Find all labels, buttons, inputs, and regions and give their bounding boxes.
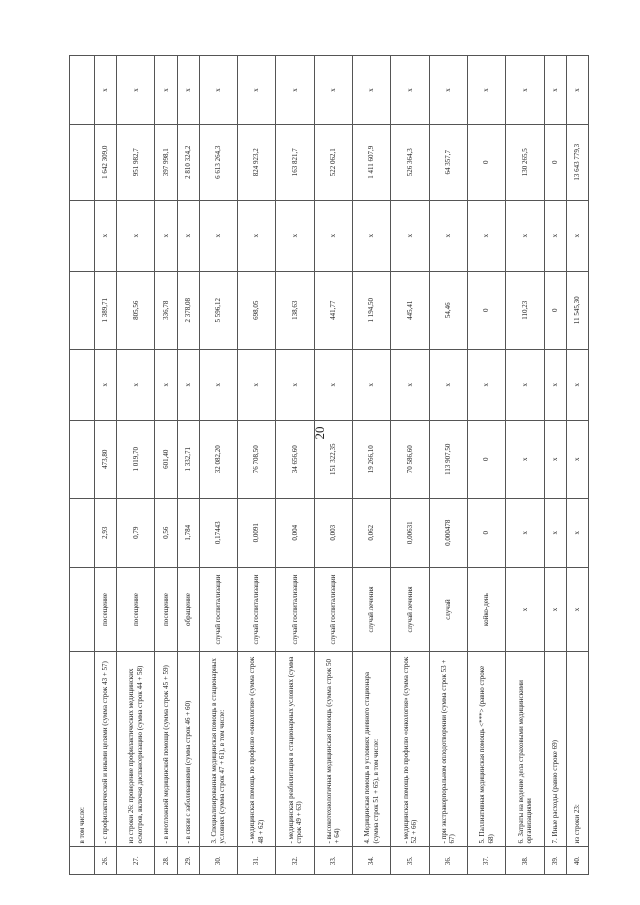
row-label: 4. Медицинская помощь в условиях дневного стационара (сумма строк 51 + 65), в том числе: — [352, 652, 390, 847]
row-col9: x — [199, 56, 237, 125]
row-col9: x — [95, 56, 117, 125]
row-label: из строки 23: — [566, 652, 588, 847]
row-cost: 0 — [467, 420, 505, 498]
row-unit: случай госпитализации — [314, 567, 352, 652]
row-cost: 32 082,20 — [199, 420, 237, 498]
row-col5: x — [544, 349, 566, 420]
row-col5: x — [566, 349, 588, 420]
row-col7: x — [506, 200, 544, 271]
row-number: 39. — [544, 847, 566, 875]
row-number: 29. — [177, 847, 199, 875]
row-label: из строки 26: проведение профилактических медицинских осмотров, включая диспансеризацию (сумма строк 44 + 58) — [117, 652, 155, 847]
row-col7: x — [95, 200, 117, 271]
row-col9: x — [276, 56, 314, 125]
table-row — [544, 56, 566, 875]
row-total: 951 982,7 — [117, 124, 155, 200]
row-norm: 0,062 — [352, 498, 390, 567]
row-col5: x — [237, 349, 275, 420]
table-row — [352, 56, 390, 875]
row-number: 27. — [117, 847, 155, 875]
row-col6: 5 596,12 — [199, 271, 237, 349]
row-col9: x — [391, 56, 429, 125]
row-unit: посещение — [155, 567, 177, 652]
row-total: 0 — [467, 124, 505, 200]
table-row — [429, 56, 467, 875]
row-number: 40. — [566, 847, 588, 875]
table-header-row — [70, 56, 95, 875]
table-row — [467, 56, 505, 875]
page-number: 20 — [312, 426, 327, 440]
row-col9: x — [155, 56, 177, 125]
row-cost: 19 266,10 — [352, 420, 390, 498]
row-total: 6 613 264,3 — [199, 124, 237, 200]
row-norm: x — [506, 498, 544, 567]
table-row — [566, 56, 588, 875]
row-norm: 0,000478 — [429, 498, 467, 567]
row-col7: x — [544, 200, 566, 271]
row-col9: x — [429, 56, 467, 125]
row-col6: 2 378,08 — [177, 271, 199, 349]
row-norm: 1,784 — [177, 498, 199, 567]
row-col6: 336,78 — [155, 271, 177, 349]
row-col5: x — [177, 349, 199, 420]
table-row — [199, 56, 237, 875]
row-col7: x — [155, 200, 177, 271]
row-total: 522 062,1 — [314, 124, 352, 200]
row-col7: x — [276, 200, 314, 271]
row-unit: случай лечения — [391, 567, 429, 652]
row-label: - медицинская помощь по профилю «онкология» (сумма строк 52 + 66) — [391, 652, 429, 847]
row-col7: x — [177, 200, 199, 271]
row-col6: 1 194,50 — [352, 271, 390, 349]
row-col7: x — [566, 200, 588, 271]
row-col6: 0 — [467, 271, 505, 349]
table-row — [276, 56, 314, 875]
row-col5: x — [314, 349, 352, 420]
row-unit: x — [544, 567, 566, 652]
row-col6: 54,46 — [429, 271, 467, 349]
row-label: 3. Специализированная медицинская помощь в стационарных условиях (сумма строк 47 + 61), в том числе: — [199, 652, 237, 847]
row-total: 824 923,2 — [237, 124, 275, 200]
table-row — [95, 56, 117, 875]
row-label: 7. Иные расходы (равно строке 69) — [544, 652, 566, 847]
row-col6: 0 — [544, 271, 566, 349]
table-row — [117, 56, 155, 875]
row-col5: x — [506, 349, 544, 420]
row-col7: x — [429, 200, 467, 271]
row-col5: x — [95, 349, 117, 420]
row-col6: 1 389,71 — [95, 271, 117, 349]
row-total: 397 998,1 — [155, 124, 177, 200]
row-unit: посещение — [95, 567, 117, 652]
row-col5: x — [199, 349, 237, 420]
row-label: 5. Паллиативная медицинская помощь <***> (равно строке 68) — [467, 652, 505, 847]
row-total: 0 — [544, 124, 566, 200]
row-col9: x — [177, 56, 199, 125]
row-norm: 0,004 — [276, 498, 314, 567]
row-cost: 1 019,70 — [117, 420, 155, 498]
row-unit: посещение — [117, 567, 155, 652]
row-number: 32. — [276, 847, 314, 875]
row-cost: 70 586,60 — [391, 420, 429, 498]
table-row — [237, 56, 275, 875]
row-norm: 0,003 — [314, 498, 352, 567]
row-norm: 2,93 — [95, 498, 117, 567]
row-col5: x — [352, 349, 390, 420]
row-label: - в связи с заболеваниями (сумма строк 46 + 60) — [177, 652, 199, 847]
row-col9: x — [314, 56, 352, 125]
row-col6: 441,77 — [314, 271, 352, 349]
row-col7: x — [391, 200, 429, 271]
row-col7: x — [352, 200, 390, 271]
table-row — [177, 56, 199, 875]
row-total: 64 357,7 — [429, 124, 467, 200]
row-col9: x — [506, 56, 544, 125]
row-col6: 445,41 — [391, 271, 429, 349]
row-total: 13 643 779,3 — [566, 124, 588, 200]
row-unit: койко-день — [467, 567, 505, 652]
rotated-table-container — [69, 55, 589, 875]
row-col9: x — [544, 56, 566, 125]
row-cost: x — [544, 420, 566, 498]
row-col6: 11 545,30 — [566, 271, 588, 349]
row-col5: x — [467, 349, 505, 420]
table-row — [391, 56, 429, 875]
row-norm: 0,0091 — [237, 498, 275, 567]
row-number: 33. — [314, 847, 352, 875]
row-total: 163 821,7 — [276, 124, 314, 200]
row-cost: 76 708,50 — [237, 420, 275, 498]
row-number: 38. — [506, 847, 544, 875]
row-col6: 805,56 — [117, 271, 155, 349]
row-number: 30. — [199, 847, 237, 875]
row-col5: x — [391, 349, 429, 420]
row-number: 26. — [95, 847, 117, 875]
table-row — [314, 56, 352, 875]
row-col6: 698,05 — [237, 271, 275, 349]
row-col5: x — [429, 349, 467, 420]
row-number: 34. — [352, 847, 390, 875]
row-col9: x — [237, 56, 275, 125]
row-cost: 34 656,60 — [276, 420, 314, 498]
row-col6: 110,23 — [506, 271, 544, 349]
row-cost: x — [506, 420, 544, 498]
row-col7: x — [314, 200, 352, 271]
row-cost: 1 332,71 — [177, 420, 199, 498]
row-label: 6. Затраты на ведение дела страховыми медицинскими организациями — [506, 652, 544, 847]
row-number — [70, 847, 95, 875]
row-unit: случай — [429, 567, 467, 652]
row-label: - высокотехнологичная медицинская помощь (сумма строк 50 + 64) — [314, 652, 352, 847]
row-col5: x — [276, 349, 314, 420]
table-row — [506, 56, 544, 875]
row-total: 130 265,5 — [506, 124, 544, 200]
table-wrapper — [69, 55, 589, 875]
row-label: - в неотложной медицинской помощи (сумма строк 45 + 59) — [155, 652, 177, 847]
row-total: 2 810 324,2 — [177, 124, 199, 200]
row-label: - при экстракорпоральном оплодотворении (сумма строк 53 + 67) — [429, 652, 467, 847]
row-cost: 473,80 — [95, 420, 117, 498]
row-label: - медицинская реабилитация в стационарных условиях (сумма строк 49 + 63) — [276, 652, 314, 847]
row-cost: x — [566, 420, 588, 498]
row-unit: x — [506, 567, 544, 652]
row-label: - с профилактической и иными целями (сумма строк 43 + 57) — [95, 652, 117, 847]
row-col7: x — [199, 200, 237, 271]
row-col9: x — [117, 56, 155, 125]
row-col9: x — [566, 56, 588, 125]
row-number: 35. — [391, 847, 429, 875]
row-col5: x — [117, 349, 155, 420]
row-col7: x — [467, 200, 505, 271]
row-col9: x — [352, 56, 390, 125]
row-cost: 113 907,50 — [429, 420, 467, 498]
row-col6: 138,63 — [276, 271, 314, 349]
row-unit: обращение — [177, 567, 199, 652]
row-norm: 0,79 — [117, 498, 155, 567]
row-number: 37. — [467, 847, 505, 875]
row-number: 36. — [429, 847, 467, 875]
row-norm: x — [566, 498, 588, 567]
table-row — [155, 56, 177, 875]
row-norm: 0,17443 — [199, 498, 237, 567]
row-number: 28. — [155, 847, 177, 875]
row-unit: x — [566, 567, 588, 652]
row-cost: 151 322,35 — [314, 420, 352, 498]
row-unit: случай госпитализации — [276, 567, 314, 652]
row-unit: случай лечения — [352, 567, 390, 652]
row-label: в том числе: — [70, 652, 95, 847]
row-total: 1 411 607,9 — [352, 124, 390, 200]
row-norm: 0,00631 — [391, 498, 429, 567]
row-unit: случай госпитализации — [237, 567, 275, 652]
row-col9: x — [467, 56, 505, 125]
financing-table — [69, 55, 589, 875]
row-norm: x — [544, 498, 566, 567]
row-col5: x — [155, 349, 177, 420]
row-label: - медицинская помощь по профилю «онкология» (сумма строк 48 + 62) — [237, 652, 275, 847]
row-number: 31. — [237, 847, 275, 875]
row-col7: x — [237, 200, 275, 271]
row-norm: 0,56 — [155, 498, 177, 567]
row-total: 1 642 309,0 — [95, 124, 117, 200]
row-norm: 0 — [467, 498, 505, 567]
row-total: 526 364,3 — [391, 124, 429, 200]
row-col7: x — [117, 200, 155, 271]
row-cost: 601,40 — [155, 420, 177, 498]
row-unit: случай госпитализации — [199, 567, 237, 652]
